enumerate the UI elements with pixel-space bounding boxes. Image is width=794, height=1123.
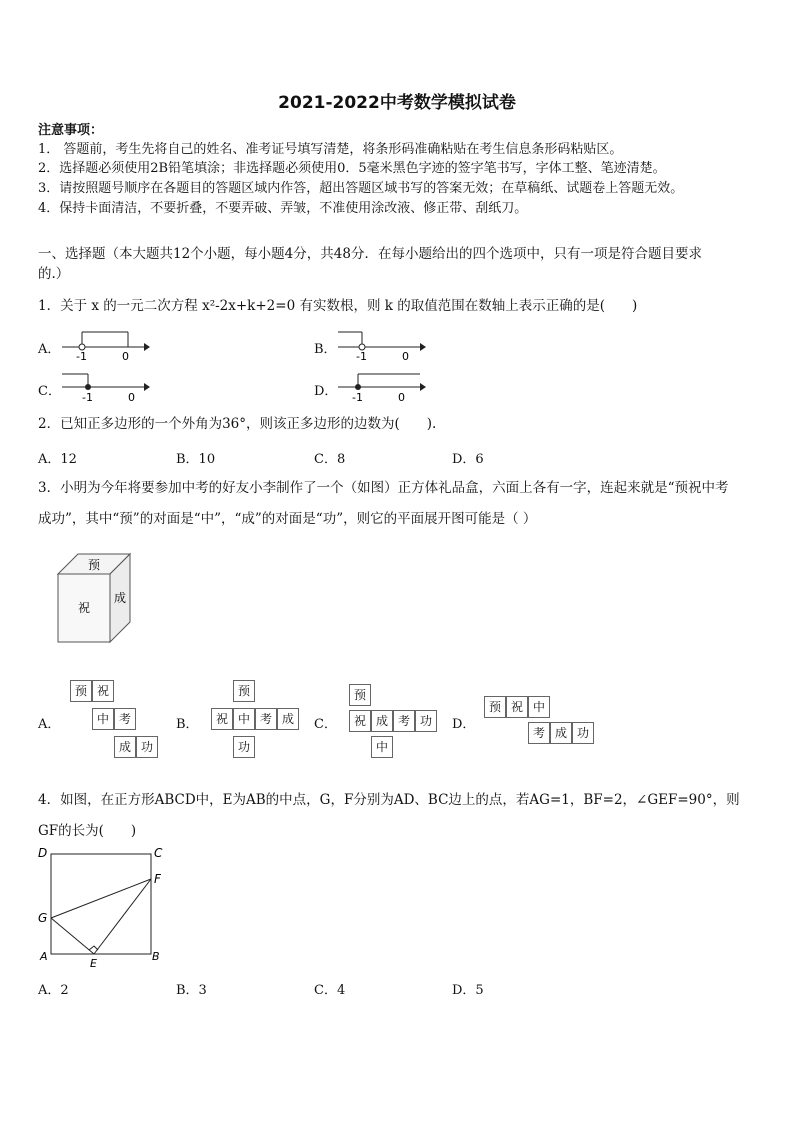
tick-label: 0 [128,391,135,404]
q3-option-b-net [211,680,311,760]
net-cell: 成 [550,722,572,744]
q3-stem-line2: 成功”，其中“预”的对面是“中”，“成”的对面是“功”，则它的平面展开图可能是（ ） [38,511,537,527]
q1-stem: 1．关于 x 的一元二次方程 x²-2x+k+2=0 有实数根，则 k 的取值范围在数轴上表示正确的是( ) [38,298,638,314]
q4-stem-line2: GF的长为( ) [38,823,137,839]
note-item-2: 2．选择题必须使用2B铅笔填涂；非选择题必须使用0．5毫米黑色字迹的签字笔书写，字体工整、笔迹清楚。 [38,161,666,176]
net-cell: 考 [114,708,136,730]
cube-front-char: 祝 [78,601,91,615]
q3-cube-figure [56,552,136,644]
vertex-label-c: C [154,846,163,860]
q1-option-c-label[interactable]: C． [38,384,61,399]
q3-option-a-net [70,680,170,770]
vertex-label-b: B [152,950,160,963]
net-cell: 中 [233,708,255,730]
net-cell: 成 [277,708,299,730]
q3-option-c-label[interactable]: C． [314,717,337,732]
net-cell: 功 [572,722,594,744]
q1-option-d-numberline [334,370,426,404]
q2-stem: 2．已知正多边形的一个外角为36°，则该正多边形的边数为( ). [38,416,437,432]
page-title: 2021-2022中考数学模拟试卷 [278,93,516,113]
point-label-e: E [90,957,97,970]
q2-option-a[interactable]: A．12 [38,452,77,467]
q3-option-b-label[interactable]: B． [176,717,199,732]
net-cell: 考 [528,722,550,744]
q2-option-d[interactable]: D．6 [452,452,484,467]
cube-top-char: 预 [88,558,101,572]
q3-option-c-net [349,684,449,768]
note-item-3: 3．请按照题号顺序在各题目的答题区域内作答，超出答题区域书写的答案无效；在草稿纸、试题卷上答题无效。 [38,181,684,196]
net-cell: 预 [233,680,255,702]
tick-label: -1 [82,391,93,404]
q4-option-c[interactable]: C．4 [314,983,346,998]
net-cell: 中 [92,708,114,730]
q4-option-d[interactable]: D．5 [452,983,484,998]
net-cell: 预 [484,696,506,718]
net-cell: 考 [393,710,415,732]
q1-option-a-numberline [58,328,150,362]
cube-side-char: 成 [114,591,127,605]
q2-option-c[interactable]: C．8 [314,452,346,467]
net-cell: 成 [371,710,393,732]
tick-label: -1 [76,350,87,362]
tick-label: -1 [356,350,367,362]
point-label-g: G [38,911,48,925]
section-heading-line1: 一、选择题（本大题共12个小题，每小题4分，共48分．在每小题给出的四个选项中，只有一项是符合题目要求 [38,246,702,262]
q3-option-d-label[interactable]: D． [452,717,476,732]
q3-option-d-net [484,696,604,752]
net-cell: 考 [255,708,277,730]
net-cell: 功 [136,736,158,758]
net-cell: 祝 [506,696,528,718]
note-item-1: 1． 答题前，考生先将自己的姓名、准考证号填写清楚，将条形码准确粘贴在考生信息条形码粘贴区。 [38,142,623,157]
q1-option-b-numberline [334,328,426,362]
net-cell: 祝 [92,680,114,702]
note-item-4: 4．保持卡面清洁，不要折叠，不要弄破、弄皱，不准使用涂改液、修正带、刮纸刀。 [38,201,528,216]
q4-square-figure [36,843,168,971]
q1-option-c-numberline [58,370,150,404]
point-label-f: F [154,872,161,886]
net-cell: 中 [528,696,550,718]
q3-option-a-label[interactable]: A． [38,717,61,732]
tick-label: 0 [398,391,405,404]
net-cell: 祝 [211,708,233,730]
tick-label: 0 [122,350,129,362]
tick-label: 0 [402,350,409,362]
vertex-label-d: D [38,846,48,860]
section-heading-line2: 的.） [38,266,70,282]
q3-stem-line1: 3．小明为今年将要参加中考的好友小李制作了一个（如图）正方体礼品盒，六面上各有一字，连起来就是“预祝中考 [38,480,729,496]
tick-label: -1 [352,391,363,404]
net-cell: 成 [114,736,136,758]
net-cell: 中 [371,736,393,758]
vertex-label-a: A [40,950,48,963]
q4-stem-line1: 4．如图，在正方形ABCD中，E为AB的中点，G，F分别为AD、BC边上的点，若AG=1，BF=2，∠GEF=90°，则 [38,792,740,808]
net-cell: 预 [349,684,371,706]
net-cell: 功 [415,710,437,732]
q4-option-b[interactable]: B．3 [176,983,207,998]
q4-option-a[interactable]: A．2 [38,983,69,998]
q2-option-b[interactable]: B．10 [176,452,216,467]
q1-option-b-label[interactable]: B． [314,342,337,357]
net-cell: 祝 [349,710,371,732]
q1-option-a-label[interactable]: A． [38,342,61,357]
net-cell: 预 [70,680,92,702]
net-cell: 功 [233,736,255,758]
notes-heading: 注意事项： [38,123,104,138]
q1-option-d-label[interactable]: D． [314,384,338,399]
